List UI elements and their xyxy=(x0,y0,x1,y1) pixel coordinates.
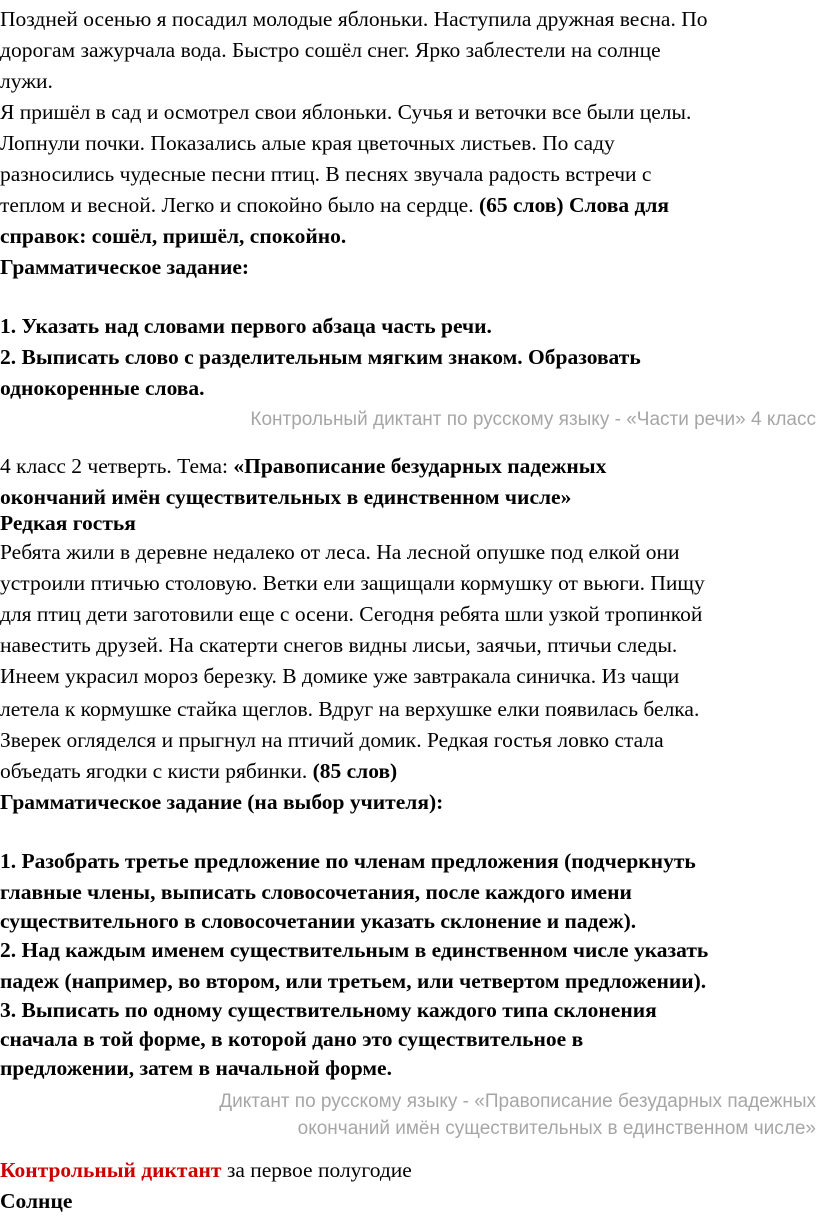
task-item: 1. Указать над словами первого абзаца часть речи. xyxy=(0,314,492,338)
text-span: теплом и весной. Легко и спокойно было на сердце. xyxy=(0,193,479,217)
task-item: существительного в словосочетании указать склонение и падеж). xyxy=(0,909,637,933)
text-line: летела к кормушке стайка щеглов. Вдруг на верхушке елки появилась белка. xyxy=(0,697,700,721)
task-item: предложении, затем в начальной форме. xyxy=(0,1056,392,1080)
document-caption: окончаний имён существительных в единственном числе» xyxy=(297,1118,816,1139)
task-item: падеж (например, во втором, или третьем, или четвертом предложении). xyxy=(0,969,707,993)
task-item: главные члены, выписать словосочетания, после каждого имени xyxy=(0,880,632,904)
text-line xyxy=(0,756,397,787)
document-caption: Диктант по русскому языку - «Правописание безударных падежных xyxy=(219,1091,816,1112)
section-title-highlight: Контрольный диктант xyxy=(0,1158,222,1182)
task-item: 3. Выписать по одному существительному каждого типа склонения xyxy=(0,998,657,1022)
dictation-title: Солнце xyxy=(0,1189,73,1213)
word-count-label: (65 слов) Слова для xyxy=(478,193,670,217)
text-span: объедать ягодки с кисти рябинки. xyxy=(0,759,313,783)
task-item: однокоренные слова. xyxy=(0,376,205,400)
document-caption: Контрольный диктант по русскому языку - «Части речи» 4 класс xyxy=(250,409,816,430)
text-line: устроили птичью столовую. Ветки ели защищали кормушку от вьюги. Пищу xyxy=(0,571,705,595)
text-line: разносились чудесные песни птиц. В песнях звучала радость встречи с xyxy=(0,162,652,186)
reference-words: справок: сошёл, пришёл, спокойно. xyxy=(0,224,347,248)
text-span: 4 класс 2 четверть. Тема: xyxy=(0,454,234,478)
topic-title: «Правописание безударных падежных xyxy=(233,454,607,478)
task-item: сначала в той форме, в которой дано это существительное в xyxy=(0,1027,584,1051)
text-line xyxy=(0,190,669,221)
text-line: Ребята жили в деревне недалеко от леса. На лесной опушке под елкой они xyxy=(0,540,680,564)
text-line: Я пришёл в сад и осмотрел свои яблоньки. Сучья и веточки все были целы. xyxy=(0,100,692,124)
grammar-heading: Грамматическое задание (на выбор учителя): xyxy=(0,790,444,814)
text-line: Поздней осенью я посадил молодые яблоньки. Наступила дружная весна. По xyxy=(0,7,708,31)
task-item: 2. Выписать слово с разделительным мягким знаком. Образовать xyxy=(0,345,641,369)
text-line: для птиц дети заготовили еще с осени. Сегодня ребята шли узкой тропинкой xyxy=(0,602,703,626)
text-line xyxy=(0,451,606,482)
text-line: навестить друзей. На скатерти снегов видны лисьи, заячьи, птичьи следы. xyxy=(0,633,678,657)
dictation-title: Редкая гостья xyxy=(0,511,136,535)
task-item: 2. Над каждым именем существительным в единственном числе указать xyxy=(0,938,709,962)
text-span: за первое полугодие xyxy=(221,1158,412,1182)
text-line: дорогам зажурчала вода. Быстро сошёл снег. Ярко заблестели на солнце xyxy=(0,38,661,62)
text-line xyxy=(0,1155,412,1186)
task-item: 1. Разобрать третье предложение по членам предложения (подчеркнуть xyxy=(0,849,696,873)
topic-title: окончаний имён существительных в единственном числе» xyxy=(0,485,572,509)
text-line: лужи. xyxy=(0,69,53,93)
text-line: Инеем украсил мороз березку. В домике уже завтракала синичка. Из чащи xyxy=(0,664,680,688)
text-line: Зверек огляделся и прыгнул на птичий домик. Редкая гостья ловко стала xyxy=(0,728,664,752)
grammar-heading: Грамматическое задание: xyxy=(0,255,250,279)
word-count-label: (85 слов) xyxy=(312,759,398,783)
text-line: Лопнули почки. Показались алые края цветочных листьев. По саду xyxy=(0,131,615,155)
